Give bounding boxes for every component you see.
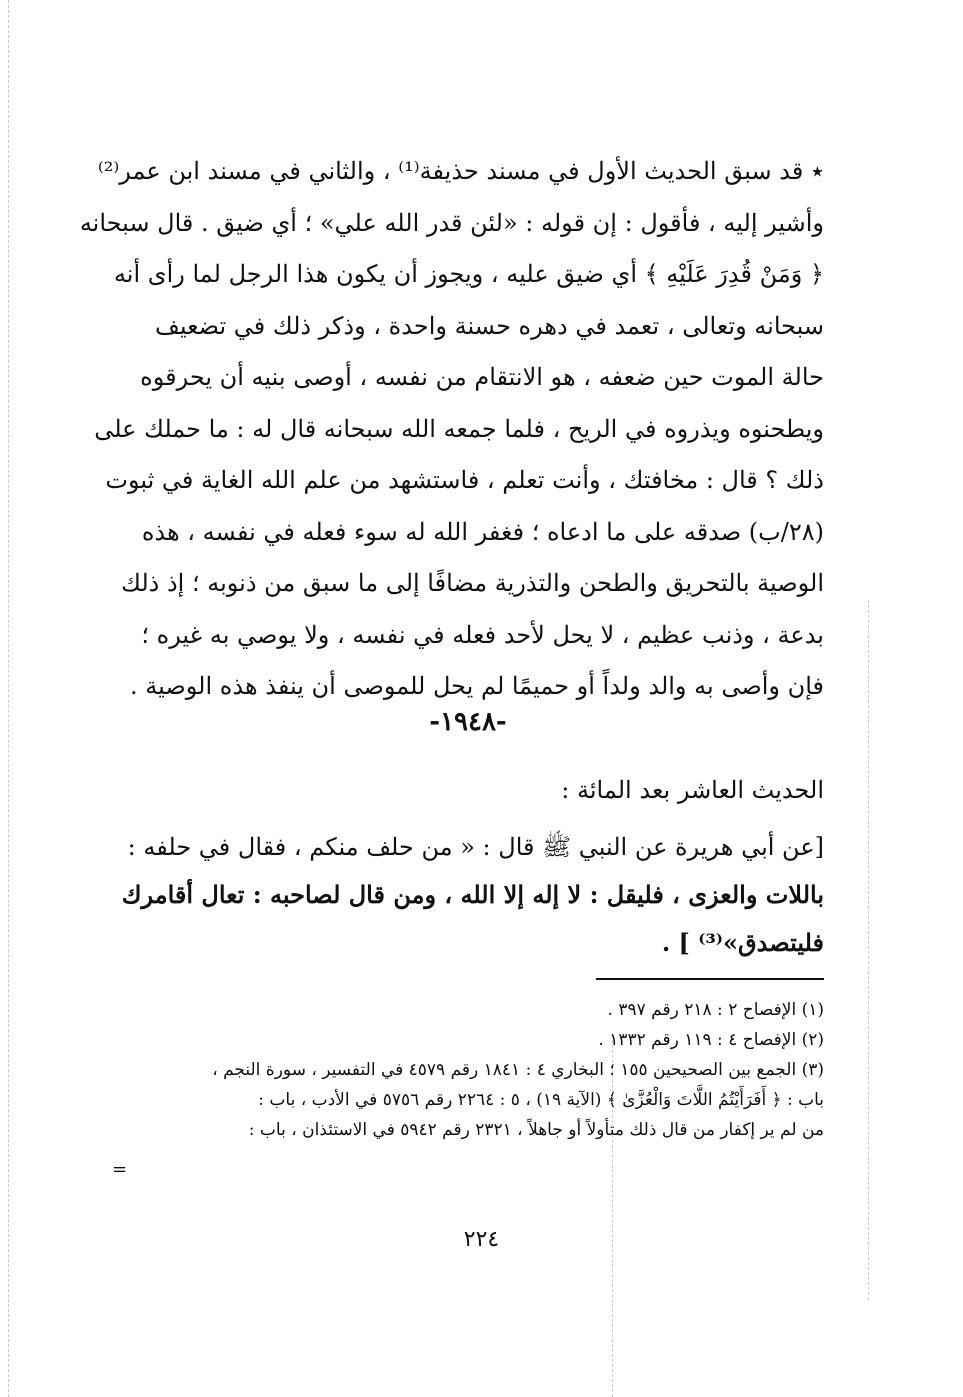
footnote-separator <box>596 978 824 980</box>
continuation-mark: = <box>112 1159 128 1180</box>
footnote: (٣) الجمع بين الصحيحين ١٥٥ ؛ البخاري ٤ : ١٨٤١ رقم ٤٥٧٩ في التفسير ، سورة النجم ، <box>212 1060 824 1080</box>
paragraph-line: الوصية بالتحريق والطحن والتذرية مضافًا إلى ما سبق من ذنوبه ؛ إذ ذلك <box>121 569 824 597</box>
paragraph-line: فإن وأصى به والد ولداً أو حميمًا لم يحل للموصى أن ينفذ هذه الوصية . <box>130 672 824 700</box>
hadith-line: فليتصدق»⁽³⁾ ] . <box>661 928 824 957</box>
paragraph-line: ٭ قد سبق الحديث الأول في مسند حذيفة⁽¹⁾ ، والثاني في مسند ابن عمر⁽²⁾ <box>97 157 824 185</box>
paragraph-line: ذلك ؟ قال : مخافتك ، وأنت تعلم ، فاستشهد من علم الله الغاية في ثبوت <box>105 466 824 494</box>
scan-artifact-line <box>868 600 869 1300</box>
paragraph-line: ويطحنوه ويذروه في الريح ، فلما جمعه الله سبحانه قال له : ما حملك على <box>94 414 824 443</box>
footnote: من لم ير إكفار من قال ذلك متأولاً أو جاهلاً ، ٢٣٢١ رقم ٥٩٤٢ في الاستئذان ، باب : <box>248 1120 824 1140</box>
footnote: باب : ﴿ أَفَرَأَيْتُمُ اللَّاتَ وَالْعُزَّىٰ ﴾ (الآية ١٩) ، ٥ : ٢٢٦٤ رقم ٥٧٥٦ في الأدب ، باب : <box>258 1090 824 1110</box>
hadith-number: -١٩٤٨- <box>429 707 507 737</box>
main-paragraph <box>79 146 824 713</box>
hadith-text <box>112 823 824 967</box>
footnote: (١) الإفصاح ٢ : ٢١٨ رقم ٣٩٧ . <box>607 1000 824 1020</box>
paragraph-line: (٢٨/ب) صدقه على ما ادعاه ؛ فغفر الله له سوء فعله في نفسه ، هذه <box>141 517 824 546</box>
hadith-line: باللات والعزى ، فليقل : لا إله إلا الله ، ومن قال لصاحبه : تعال أقامرك <box>121 880 824 909</box>
hadith-title-text: الحديث العاشر بعد المائة : <box>561 776 824 804</box>
paragraph-line: سبحانه وتعالى ، تعمد في دهره حسنة واحدة ، وذكر ذلك في تضعيف <box>154 311 824 340</box>
paragraph-line: ﴿ وَمَنْ قُدِرَ عَلَيْهِ ﴾ أي ضيق عليه ، ويجوز أن يكون هذا الرجل لما رأى أنه <box>113 260 824 288</box>
paragraph-line: بدعة ، وذنب عظيم ، لا يحل لأحد فعله في نفسه ، ولا يوصي به غيره ؛ <box>141 620 824 649</box>
hadith-title <box>112 765 824 817</box>
scan-artifact-line <box>8 0 9 1397</box>
footnotes <box>112 995 824 1145</box>
paragraph-line: حالة الموت حين ضعفه ، هو الانتقام من نفسه ، أوصى بنيه أن يحرقوه <box>140 363 824 391</box>
hadith-line: [عن أبي هريرة عن النبي ﷺ قال : « من حلف منكم ، فقال في حلفه : <box>127 833 824 861</box>
footnote: (٢) الإفصاح ٤ : ١١٩ رقم ١٣٣٢ . <box>598 1030 824 1050</box>
paragraph-line: وأشير إليه ، فأقول : إن قوله : «لئن قدر الله علي» ؛ أي ضيق . قال سبحانه <box>79 208 824 237</box>
page-number: ٢٢٤ <box>463 1227 500 1252</box>
